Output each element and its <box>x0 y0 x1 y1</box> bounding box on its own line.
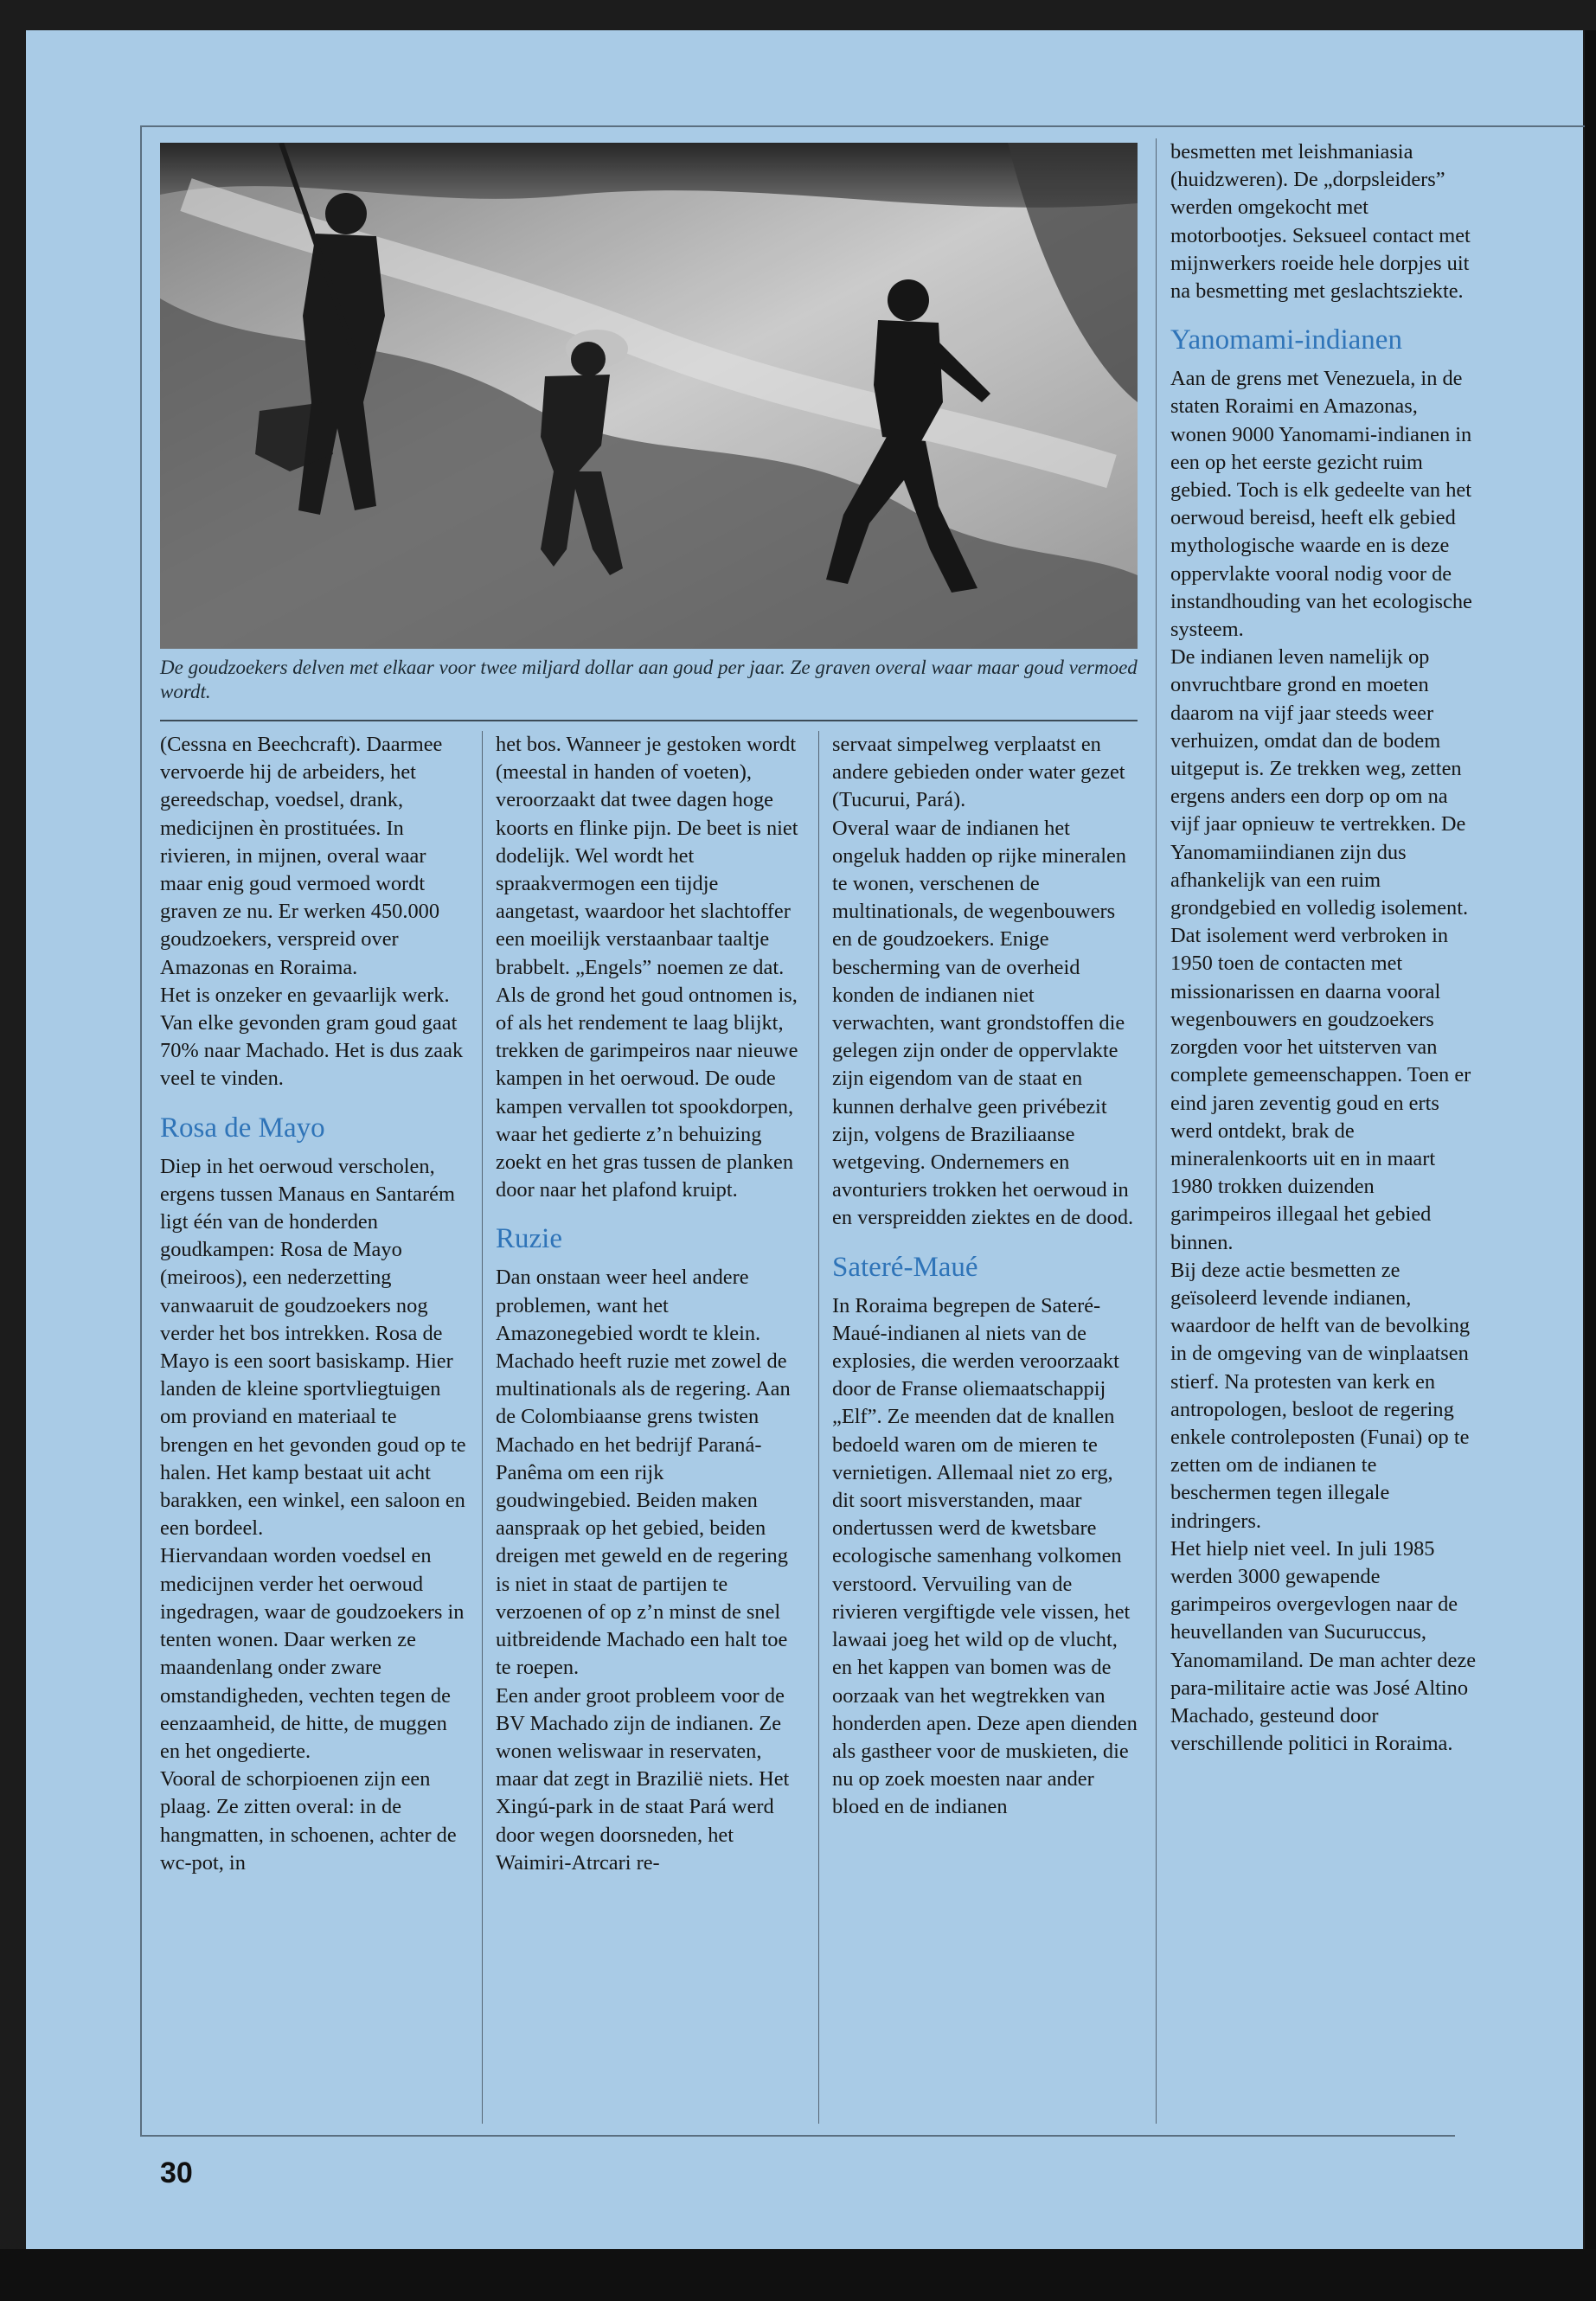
paragraph: Vooral de schorpioenen zijn een plaag. Ze zitten overal: in de hangmatten, in schoenen, achter de wc-pot, in <box>160 1767 457 1875</box>
section-heading-rosa-de-mayo: Rosa de Mayo <box>160 1112 325 1144</box>
paragraph: Het hielp niet veel. In juli 1985 werden 3000 gewapende garimpeiros overgevlogen naar de heuvellanden van Sucuruccus, Yanomamiland. De man achter deze para-militaire actie was José Altino Machado, gesteund door verschillende politici in Roraima. <box>1170 1536 1477 1756</box>
paragraph: (Cessna en Beechcraft). Daarmee vervoerde hij de arbeiders, het gereedschap, voedsel, drank, medicijnen èn prostituées. In rivieren, in mijnen, overal waar maar enig goud vermoed wordt graven ze nu. Er werken 450.000 goudzoekers, verspreid over Amazonas en Roraima. <box>160 733 443 979</box>
paragraph: Aan de grens met Venezuela, in de staten Roraimi en Amazonas, wonen 9000 Yanomami-indianen in een op het eerste gezicht ruim gebied. Toch is elk gedeelte van het oerwoud bereisd, heeft elk gebied mythologische waarde en is deze oppervlakte vooral nodig voor de instandhouding van het ecologische systeem. <box>1170 367 1472 642</box>
paragraph: het bos. Wanneer je gestoken wordt (meestal in handen of voeten), veroorzaakt dat twee dagen hoge koorts en flinke pijn. De beet is niet dodelijk. Wel wordt het spraakvermogen een tijdje aangetast, waardoor het slachtoffer een moeilijk verstaanbaar taaltje brabbelt. „Engels” noemen ze dat. <box>496 733 798 979</box>
paragraph: servaat simpelweg verplaatst en andere gebieden onder water gezet (Tucurui, Pará). <box>832 733 1125 812</box>
paragraph: Als de grond het goud ontnomen is, of als het rendement te laag blijkt, trekken de garimpeiros naar nieuwe kampen in het oerwoud. De oude kampen vervallen tot spookdorpen, waar het gedierte z’n behuizing zoekt en het gras tussen de planken door naar het plafond kruipt. <box>496 983 798 1202</box>
page-edge-shadow <box>1585 30 1596 2249</box>
frame-rule-top <box>140 125 1585 127</box>
column-rule-2 <box>818 731 819 2124</box>
text-column-4 <box>1170 138 1477 1758</box>
text-column-3 <box>832 731 1139 1822</box>
paragraph: Bij deze actie besmetten ze geïsoleerd levende indianen, waardoor de helft van de bevolking in de omgeving van de winplaatsen stierf. Na protesten van kerk en antropologen, besloot de regering enkele controleposten (Funai) op te zetten om de indianen te beschermen tegen illegale indringers. <box>1170 1258 1471 1533</box>
page-number: 30 <box>160 2157 193 2189</box>
scan-bottom-band <box>0 2249 1596 2301</box>
paragraph: Overal waar de indianen het ongeluk hadden op rijke mineralen te wonen, verschenen de multinationals, de wegenbouwers en de goudzoekers. Enige bescherming van de overheid konden de indianen niet verwachten, want grondstoffen die gelegen zijn onder de oppervlakte zijn eigendom van de staat en kunnen derhalve geen privébezit zijn, volgens de Braziliaanse wetgeving. Ondernemers en avonturiers trokken het oerwoud in en verspreidden ziektes en de dood. <box>832 816 1134 1230</box>
paragraph: besmetten met leishmaniasia (huidzweren). De „dorpsleiders” werden omgekocht met motorbootjes. Seksueel contact met mijnwerkers roeide hele dorpjes uit na besmetting met geslachtsziekte. <box>1170 140 1471 304</box>
frame-rule-left <box>140 125 142 2137</box>
section-heading-satere-maue: Sateré-Maué <box>832 1251 978 1283</box>
paragraph: Een ander groot probleem voor de BV Machado zijn de indianen. Ze wonen weliswaar in reservaten, maar dat zegt in Brazilië niets. Het Xingú-park in de staat Pará werd door wegen doorsneden, het Waimiri-Atrcari re- <box>496 1683 790 1875</box>
column-rule-3 <box>1156 138 1157 2124</box>
section-heading-yanomami: Yanomami-indianen <box>1170 324 1402 356</box>
section-heading-ruzie: Ruzie <box>496 1223 562 1255</box>
paragraph: In Roraima begrepen de Sateré-Maué-indianen al niets van de explosies, die werden veroorzaakt door de Franse oliemaatschappij „Elf”. Ze meenden dat de knallen bedoeld waren om de mieren te vernietigen. Allemaal niet zo erg, dit soort misverstanden, maar ondertussen werd de kwetsbare ecologische samenhang volkomen verstoord. Vervuiling van de rivieren vergiftigde vele vissen, het lawaai joeg het wild op de vlucht, en het kappen van bomen was de oorzaak van het wegtrekken van honderden apen. Deze apen dienden als gastheer voor de muskieten, die nu op zoek moesten naar ander bloed en de indianen <box>832 1293 1138 1819</box>
paragraph: Dan onstaan weer heel andere problemen, want het Amazonegebied wordt te klein. Machado heeft ruzie met zowel de multinationals als de regering. Aan de Colombiaanse grens twisten Machado en het bedrijf Paraná-Panêma om een rijk goudwingebied. Beiden maken aanspraak op het gebied, beiden dreigen met geweld en de regering is niet in staat de partijen te verzoenen of op z’n minst de snel uitbreidende Machado een halt toe te roepen. <box>496 1266 791 1680</box>
caption-rule <box>160 720 1138 721</box>
paragraph: Dat isolement werd verbroken in 1950 toen de contacten met missionarissen en daarna vooral wegenbouwers en goudzoekers zorgden voor het uitsterven van complete gemeenschappen. Toen er eind jaren zeventig goud en erts werd ontdekt, brak de mineralenkoorts uit en in maart 1980 trokken duizenden garimpeiros illegaal het gebied binnen. <box>1170 924 1471 1254</box>
paragraph: De indianen leven namelijk op onvruchtbare grond en moeten daarom na vijf jaar steeds weer verhuizen, omdat dan de bodem uitgeput is. Ze trekken weg, zetten ergens anders een dorp op om na vijf jaar opnieuw te vertrekken. De Yanomamiindianen zijn dus afhankelijk van een ruim grondgebied en volledig isolement. <box>1170 645 1469 920</box>
text-column-2 <box>496 731 803 1877</box>
frame-rule-bottom <box>140 2135 1455 2137</box>
photo-goldminers <box>160 143 1138 649</box>
paragraph: Diep in het oerwoud verscholen, ergens tussen Manaus en Santarém ligt één van de honderden goudkampen: Rosa de Mayo (meiroos), een nederzetting vanwaaruit de goudzoekers nog verder het bos intrekken. Rosa de Mayo is een soort basiskamp. Hier landen de kleine sportvliegtuigen om proviand en materiaal te brengen en het gevonden goud op te halen. Het kamp bestaat uit acht barakken, een winkel, een saloon en een bordeel. <box>160 1154 466 1541</box>
paragraph: Hiervandaan worden voedsel en medicijnen verder het oerwoud ingedragen, waar de goudzoekers in tenten wonen. Daar werken ze maandenlang onder zware omstandigheden, vechten tegen de eenzaamheid, de hitte, de muggen en het ongedierte. <box>160 1544 465 1763</box>
photo-caption: De goudzoekers delven met elkaar voor twee miljard dollar aan goud per jaar. Ze graven overal waar maar goud vermoed wordt. <box>160 657 1138 702</box>
column-rule-1 <box>482 731 483 2124</box>
photo-goldminers-image <box>160 143 1138 649</box>
paragraph: Het is onzeker en gevaarlijk werk. Van elke gevonden gram goud gaat 70% naar Machado. Het is dus zaak veel te vinden. <box>160 983 464 1091</box>
text-column-1 <box>160 731 467 1877</box>
